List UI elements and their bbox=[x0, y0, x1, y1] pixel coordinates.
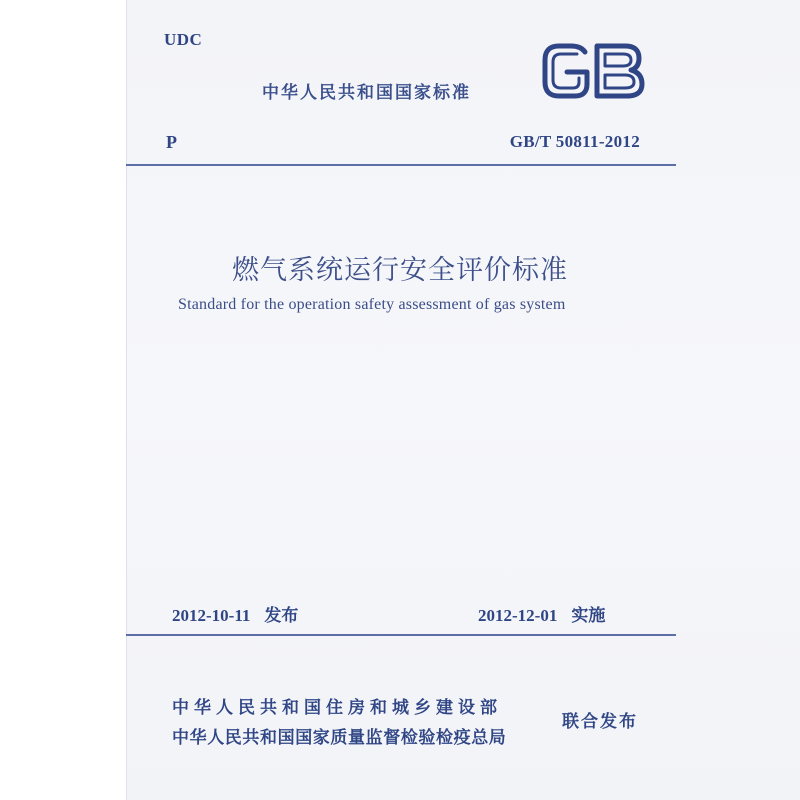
implement-date-block bbox=[478, 601, 605, 626]
publisher-aqsiq: 中华人民共和国国家质量监督检验检疫总局 bbox=[172, 728, 507, 748]
classification-code: P bbox=[166, 132, 177, 152]
top-divider bbox=[126, 164, 676, 166]
implement-label: 实施 bbox=[571, 606, 606, 626]
standard-code: GB/T 50811-2012 bbox=[509, 132, 640, 151]
issue-date: 2012-10-11 bbox=[172, 606, 251, 625]
gb-logo bbox=[541, 42, 646, 100]
cover-page bbox=[126, 0, 800, 800]
national-standard-label: 中华人民共和国国家标准 bbox=[262, 83, 471, 103]
implement-date: 2012-12-01 bbox=[478, 606, 558, 625]
issue-label: 发布 bbox=[264, 606, 299, 626]
publisher-ministry: 中华人民共和国住房和城乡建设部 bbox=[172, 698, 502, 718]
bottom-divider bbox=[126, 634, 676, 636]
udc-label: UDC bbox=[164, 30, 203, 49]
joint-issue-label: 联合发布 bbox=[562, 712, 638, 732]
title-chinese: 燃气系统运行安全评价标准 bbox=[232, 255, 568, 286]
issue-date-block bbox=[172, 601, 298, 626]
title-english: Standard for the operation safety assessment of gas system bbox=[178, 296, 566, 313]
